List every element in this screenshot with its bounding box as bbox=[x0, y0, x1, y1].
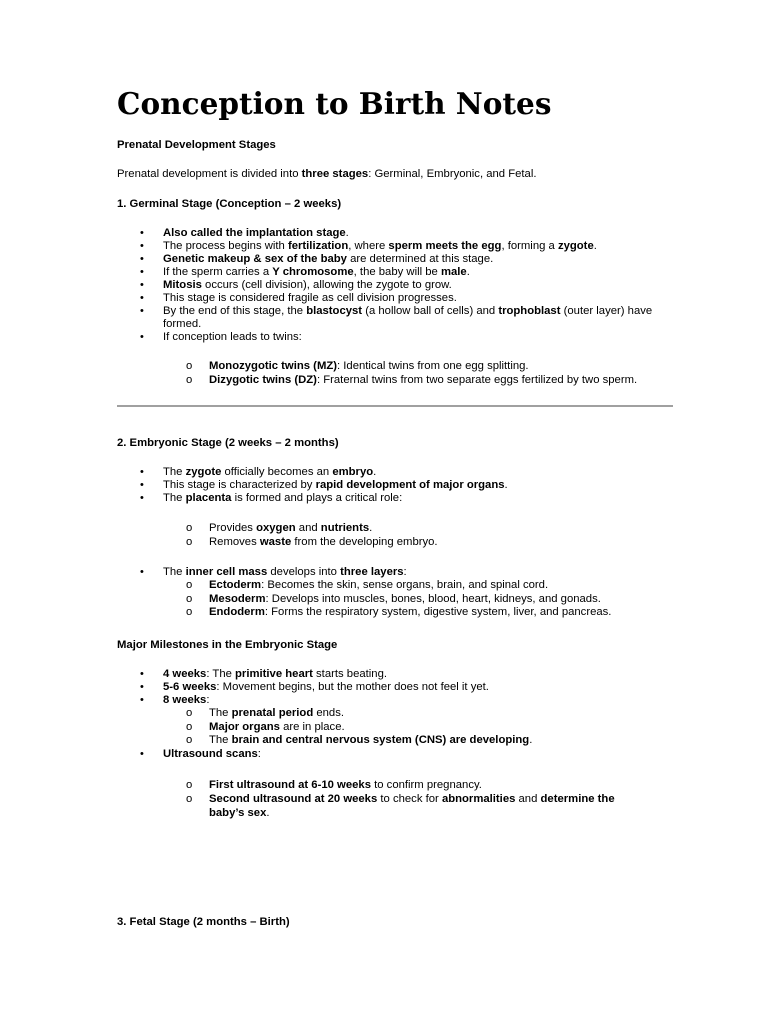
milestones-list bbox=[163, 668, 663, 707]
eight-weeks-sublist bbox=[209, 707, 679, 748]
list-item: o Second ultrasound at 20 weeks to check for abnormalities and determine the baby’s sex. bbox=[209, 792, 639, 820]
list-item: • The placenta is formed and plays a critical role: bbox=[163, 492, 663, 505]
fetal-stage-heading: 3. Fetal Stage (2 months – Birth) bbox=[117, 916, 290, 928]
list-item: • Ultrasound scans: bbox=[163, 748, 663, 761]
list-item: • 8 weeks: bbox=[163, 694, 663, 707]
list-item: • Mitosis occurs (cell division), allowing the zygote to grow. bbox=[163, 279, 663, 292]
milestones-heading: Major Milestones in the Embryonic Stage bbox=[117, 639, 338, 651]
list-item: • If conception leads to twins: bbox=[163, 331, 663, 344]
list-item: • The inner cell mass develops into three layers: bbox=[163, 566, 663, 579]
list-item: • If the sperm carries a Y chromosome, the baby will be male. bbox=[163, 266, 663, 279]
inner-cell-mass-list bbox=[163, 566, 663, 579]
list-item: • This stage is considered fragile as cell division progresses. bbox=[163, 292, 663, 305]
list-item: • This stage is characterized by rapid development of major organs. bbox=[163, 479, 663, 492]
germinal-stage-heading: 1. Germinal Stage (Conception – 2 weeks) bbox=[117, 198, 342, 210]
list-item: o Provides oxygen and nutrients. bbox=[209, 521, 679, 535]
list-item: o Monozygotic twins (MZ): Identical twins from one egg splitting. bbox=[209, 359, 679, 373]
section-heading-prenatal: Prenatal Development Stages bbox=[117, 139, 276, 151]
list-item: • The process begins with fertilization, where sperm meets the egg, forming a zygote. bbox=[163, 240, 663, 253]
list-item: o Dizygotic twins (DZ): Fraternal twins from two separate eggs fertilized by two sperm. bbox=[209, 373, 679, 387]
list-item: o Ectoderm: Becomes the skin, sense organs, brain, and spinal cord. bbox=[209, 579, 679, 593]
list-item: o Mesoderm: Develops into muscles, bones, blood, heart, kidneys, and gonads. bbox=[209, 593, 679, 607]
list-item: o The prenatal period ends. bbox=[209, 707, 679, 721]
list-item: o First ultrasound at 6-10 weeks to confirm pregnancy. bbox=[209, 778, 679, 792]
embryonic-stage-heading: 2. Embryonic Stage (2 weeks – 2 months) bbox=[117, 437, 339, 449]
ultrasound-list bbox=[163, 748, 663, 761]
list-item: • Genetic makeup & sex of the baby are determined at this stage. bbox=[163, 253, 663, 266]
list-item: o Major organs are in place. bbox=[209, 721, 679, 735]
list-item: • By the end of this stage, the blastocyst (a hollow ball of cells) and trophoblast (outer layer) have formed. bbox=[163, 305, 663, 331]
list-item: • 4 weeks: The primitive heart starts beating. bbox=[163, 668, 663, 681]
list-item: o Removes waste from the developing embryo. bbox=[209, 535, 679, 549]
horizontal-divider bbox=[117, 405, 673, 407]
ultrasound-sublist bbox=[209, 778, 679, 820]
list-item: • Also called the implantation stage. bbox=[163, 227, 663, 240]
twins-sublist bbox=[209, 359, 679, 387]
germ-layers-sublist bbox=[209, 579, 679, 620]
list-item: • The zygote officially becomes an embryo. bbox=[163, 466, 663, 479]
embryonic-stage-list bbox=[163, 466, 663, 505]
germinal-stage-list bbox=[163, 227, 663, 344]
list-item: o The brain and central nervous system (CNS) are developing. bbox=[209, 734, 679, 748]
intro-paragraph: Prenatal development is divided into three stages: Germinal, Embryonic, and Fetal. bbox=[117, 168, 537, 180]
placenta-roles-sublist bbox=[209, 521, 679, 549]
page-title: Conception to Birth Notes bbox=[117, 86, 552, 121]
list-item: o Endoderm: Forms the respiratory system, digestive system, liver, and pancreas. bbox=[209, 606, 679, 620]
list-item: • 5-6 weeks: Movement begins, but the mother does not feel it yet. bbox=[163, 681, 663, 694]
